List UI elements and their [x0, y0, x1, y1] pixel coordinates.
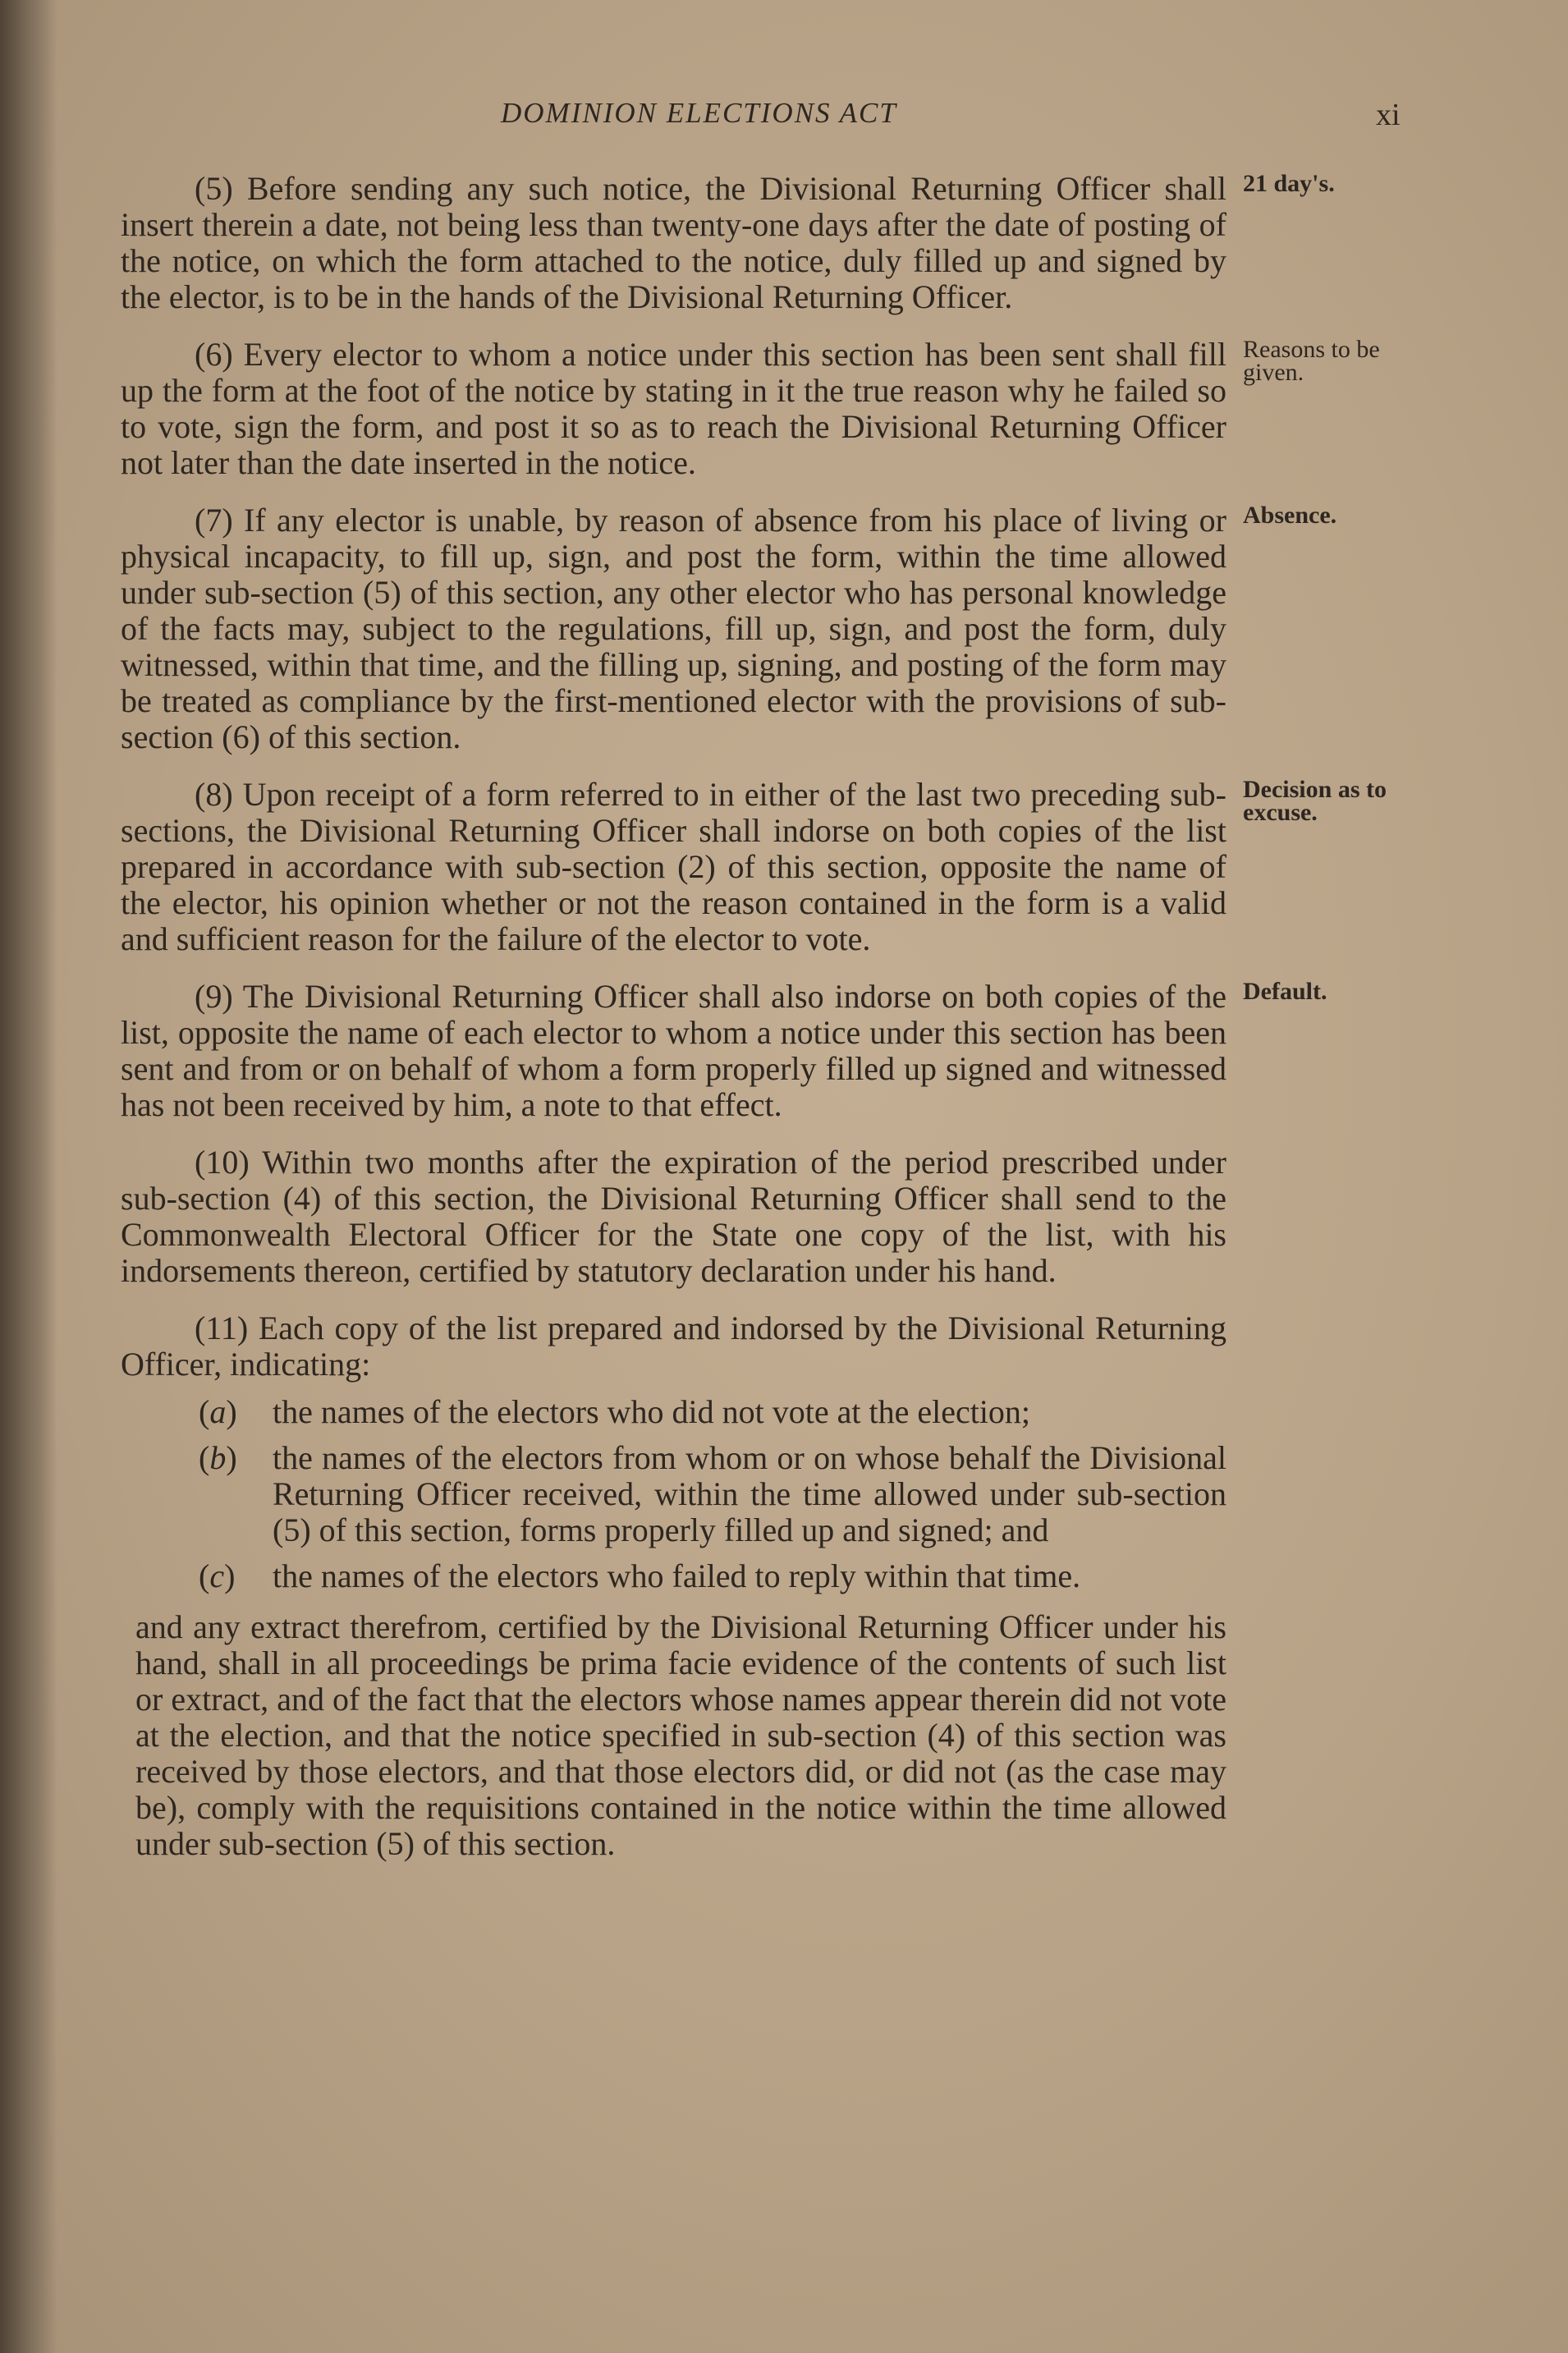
side-note-decision: Decision as to excuse. — [1243, 776, 1387, 826]
paragraph-text: Before sending any such notice, the Divisional Returning Officer shall insert therein a date, not being less than twenty-one days after the date of posting of the notice, on which the form attached to the notice, duly filled up and signed by the elector, is to be in the hands of the Divisional Returning Officer. — [121, 170, 1226, 315]
paragraph-number: (5) — [195, 170, 233, 207]
paragraph-9 — [121, 978, 1327, 1123]
paragraph-text: Every elector to whom a notice under this section has been sent shall fill up the form at the foot of the notice by stating in it the true reason why he failed so to vote, sign the form, and post it so as to reach the Divisional Returning Officer not later than the date inserted in the notice. — [121, 336, 1227, 481]
paragraph-number: (9) — [195, 978, 233, 1015]
side-note-absence: Absence. — [1243, 502, 1337, 529]
book-binding-shadow — [0, 0, 57, 2353]
paragraph-number: (8) — [195, 776, 233, 813]
paragraph-text: Upon receipt of a form referred to in either of the last two preceding sub-sections, the Divisional Returning Officer shall indorse on both copies of the list prepared in accordance with sub-section (2) of this section, opposite the name of the elector, his opinion whether or not the reason contained in the form is a valid and sufficient reason for the failure of the elector to vote. — [121, 776, 1226, 957]
main-text — [121, 170, 1387, 1883]
list-item-a — [121, 1394, 1226, 1430]
paragraph-text: Within two months after the expiration of the period prescribed under sub-section (4) of this section, the Divisional Returning Officer shall send to the Commonwealth Electoral Officer for the State one copy of the list, with his indorsements thereon, certified by statutory declaration under his hand. — [121, 1144, 1226, 1289]
paragraph-number: (11) — [195, 1310, 249, 1346]
paragraph-5 — [121, 170, 1335, 315]
paragraph-number: (10) — [195, 1144, 250, 1181]
page-header — [0, 97, 1568, 138]
paragraph-7 — [121, 502, 1337, 755]
list-item-b — [121, 1440, 1226, 1548]
paragraph-6 — [121, 336, 1380, 481]
paragraph-text: The Divisional Returning Officer shall also indorse on both copies of the list, opposite the name of each elector to whom a notice under this section has been sent and from or on behalf of whom a form properly filled up signed and witnessed has not been received by him, a note to that effect. — [121, 978, 1227, 1123]
list-item-text: the names of the electors who failed to reply within that time. — [273, 1557, 1081, 1594]
closing-paragraph: and any extract therefrom, certified by the Divisional Returning Officer under his hand, shall in all proceedings be prima facie evidence of the contents of such list or extract, and of the fact that the electors whose names appear therein did not vote at the election, and that the notice specified in sub-section (4) of this section was received by those electors, and that those electors did, or did not (as the case may be), comply with the requisitions contained in the notice within the time allowed under sub-section (5) of this section. — [135, 1608, 1226, 1862]
page-number: xi — [1376, 98, 1401, 132]
paragraph-8 — [121, 776, 1387, 957]
list-item-text: the names of the electors from whom or on whose behalf the Divisional Returning Officer received, within the time allowed under sub-section (5) of this section, forms properly filled up and signed; and — [273, 1439, 1226, 1548]
paragraph-text: If any elector is unable, by reason of absence from his place of living or physical incapacity, to fill up, sign, and post the form, within the time allowed under sub-section (5) of this section, any other elector who has personal knowledge of the facts may, subject to the regulations, fill up, sign, and post the form, duly witnessed, within that time, and the filling up, signing, and posting of the form may be treated as compliance by the first-mentioned elector with the provisions of sub-section (6) of this section. — [121, 502, 1227, 755]
side-note-21-days: 21 day's. — [1243, 170, 1335, 197]
paragraph-11 — [121, 1310, 1226, 1383]
list-item-c — [121, 1558, 1226, 1594]
list-label: (a) — [199, 1393, 237, 1430]
running-title: DOMINION ELECTIONS ACT — [501, 97, 897, 129]
paragraph-number: (6) — [195, 336, 233, 373]
side-note-default: Default. — [1243, 978, 1327, 1005]
list-item-text: the names of the electors who did not vote at the election; — [273, 1393, 1031, 1430]
paragraph-text: Each copy of the list prepared and indorsed by the Divisional Returning Officer, indicating: — [121, 1310, 1226, 1383]
list-label: (b) — [199, 1439, 237, 1476]
paragraph-10 — [121, 1144, 1226, 1289]
list-label: (c) — [199, 1557, 236, 1594]
side-note-reasons: Reasons to be given. — [1243, 336, 1380, 386]
paragraph-number: (7) — [195, 502, 233, 539]
